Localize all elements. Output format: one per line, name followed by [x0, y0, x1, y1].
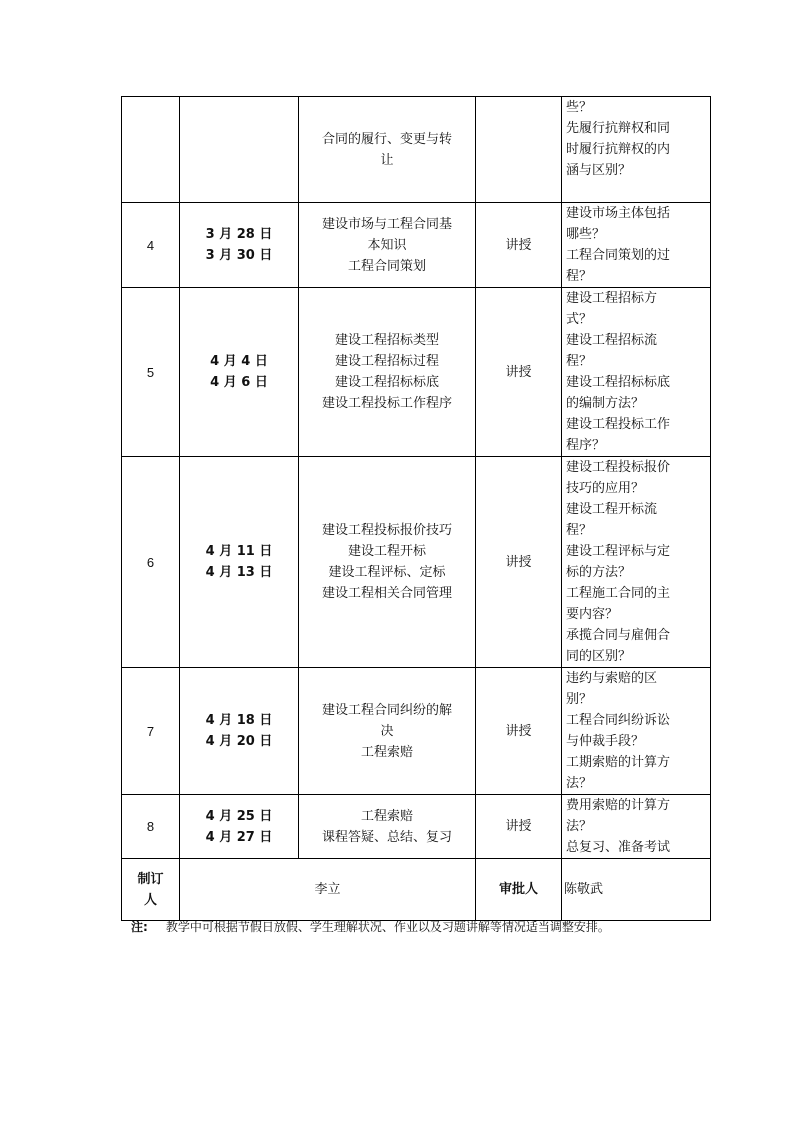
week-cell: 5 — [122, 288, 180, 457]
table-row — [122, 97, 711, 203]
method-cell — [476, 97, 562, 203]
date-cell: 4 月 11 日 4 月 13 日 — [180, 457, 299, 668]
author-name: 李立 — [180, 859, 476, 921]
signoff-row — [122, 859, 711, 921]
date-cell: 4 月 25 日 4 月 27 日 — [180, 795, 299, 859]
table-row — [122, 457, 711, 668]
author-label: 制订 人 — [122, 859, 180, 921]
questions-cell: 建设工程招标方 式？ 建设工程招标流 程？ 建设工程招标标底 的编制方法？ 建设工程投标工作 程序？ — [562, 288, 711, 457]
questions-cell: 费用索赔的计算方 法？ 总复习、准备考试 — [562, 795, 711, 859]
date-cell: 4 月 18 日 4 月 20 日 — [180, 668, 299, 795]
topic-cell: 合同的履行、变更与转 让 — [299, 97, 476, 203]
week-cell: 6 — [122, 457, 180, 668]
questions-cell: 建设市场主体包括 哪些？ 工程合同策划的过 程？ — [562, 203, 711, 288]
approver-label: 审批人 — [476, 859, 562, 921]
footnote — [131, 918, 610, 935]
week-cell — [122, 97, 180, 203]
topic-cell: 建设工程招标类型 建设工程招标过程 建设工程招标标底 建设工程投标工作程序 — [299, 288, 476, 457]
table-row — [122, 668, 711, 795]
topic-cell: 建设工程合同纠纷的解 决 工程索赔 — [299, 668, 476, 795]
table-row — [122, 795, 711, 859]
method-cell: 讲授 — [476, 795, 562, 859]
method-cell: 讲授 — [476, 203, 562, 288]
topic-cell: 工程索赔 课程答疑、总结、复习 — [299, 795, 476, 859]
questions-cell: 违约与索赔的区 别？ 工程合同纠纷诉讼 与仲裁手段？ 工期索赔的计算方 法？ — [562, 668, 711, 795]
table-row — [122, 203, 711, 288]
date-cell: 4 月 4 日 4 月 6 日 — [180, 288, 299, 457]
topic-cell: 建设市场与工程合同基 本知识 工程合同策划 — [299, 203, 476, 288]
schedule-table — [121, 96, 711, 921]
week-cell: 4 — [122, 203, 180, 288]
method-cell: 讲授 — [476, 288, 562, 457]
date-cell — [180, 97, 299, 203]
footnote-label: 注: — [131, 920, 148, 934]
schedule-rows — [122, 97, 711, 859]
questions-cell: 些？ 先履行抗辩权和同 时履行抗辩权的内 涵与区别？ — [562, 97, 711, 203]
questions-cell: 建设工程投标报价 技巧的应用？ 建设工程开标流 程？ 建设工程评标与定 标的方法？ 工程施工合同的主 要内容？ 承揽合同与雇佣合 同的区别？ — [562, 457, 711, 668]
week-cell: 8 — [122, 795, 180, 859]
method-cell: 讲授 — [476, 668, 562, 795]
table-row — [122, 288, 711, 457]
date-cell: 3 月 28 日 3 月 30 日 — [180, 203, 299, 288]
approver-name: 陈敬武 — [562, 859, 711, 921]
footnote-text: 教学中可根据节假日放假、学生理解状况、作业以及习题讲解等情况适当调整安排。 — [165, 920, 610, 934]
method-cell: 讲授 — [476, 457, 562, 668]
week-cell: 7 — [122, 668, 180, 795]
topic-cell: 建设工程投标报价技巧 建设工程开标 建设工程评标、定标 建设工程相关合同管理 — [299, 457, 476, 668]
